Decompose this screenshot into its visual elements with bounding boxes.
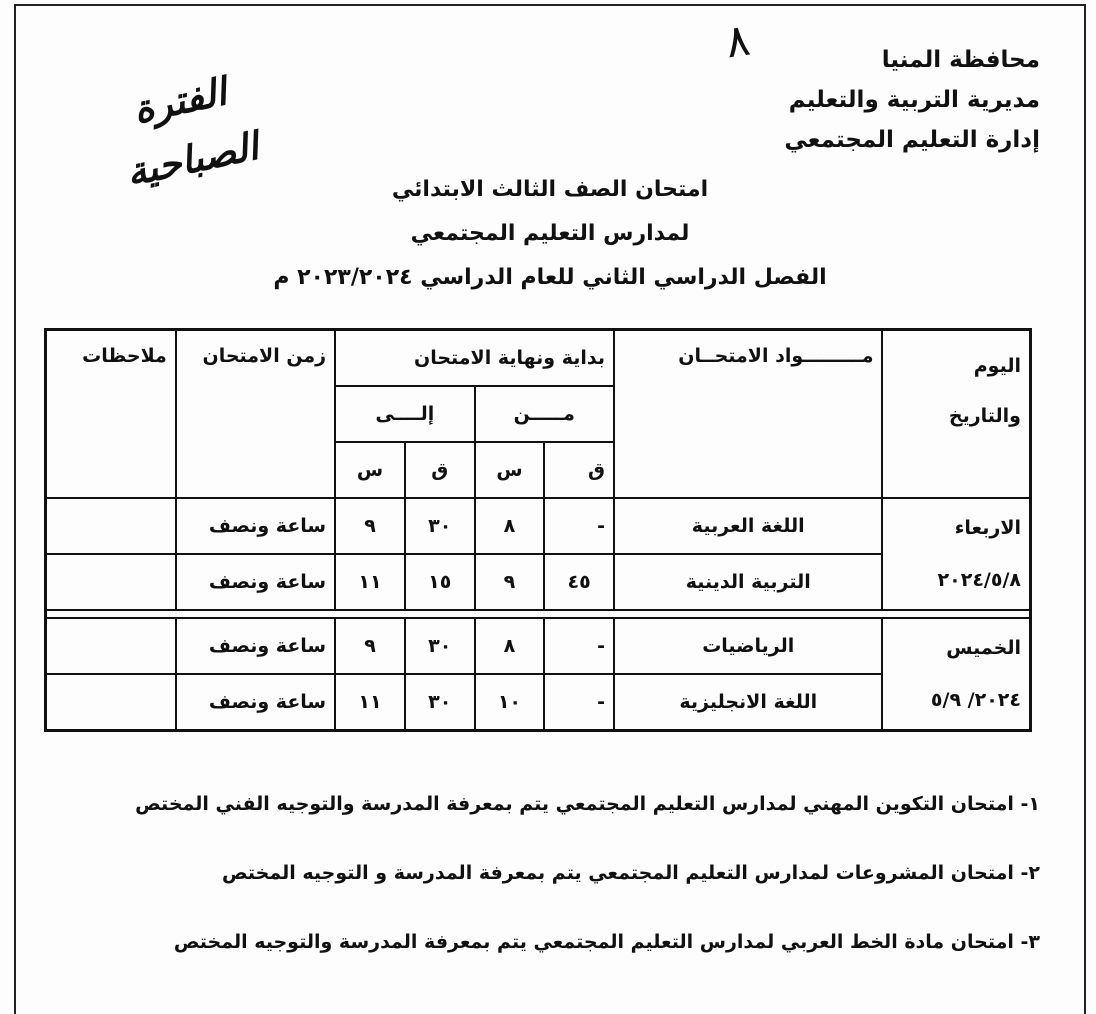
directorate-line: مديرية التربية والتعليم (788, 87, 1040, 113)
to-minute-cell: ٣٠ (405, 674, 475, 730)
notes-cell (46, 554, 176, 610)
footnote-3: ٣- امتحان مادة الخط العربي لمدارس التعليم المجتمعي يتم بمعرفة المدرسة والتوجيه المختص (173, 931, 1040, 953)
stamp-line-2: الصباحية (122, 122, 263, 195)
notes-cell (46, 498, 176, 554)
header-to: إلــــى (335, 386, 474, 442)
subject-cell: اللغة الانجليزية (614, 674, 882, 730)
header-day-date: اليوم والتاريخ (882, 330, 1030, 498)
exam-subtitle: لمدارس التعليم المجتمعي (410, 221, 690, 246)
duration-cell: ساعة ونصف (176, 618, 335, 674)
day-date-cell: الاربعاء ٢٠٢٤/٥/٨ (882, 498, 1030, 610)
to-minute-cell: ٣٠ (405, 498, 475, 554)
from-minute-cell: - (544, 618, 614, 674)
header-from-hour: س (475, 442, 545, 498)
from-minute-cell: ٤٥ (544, 554, 614, 610)
footnotes (40, 784, 1040, 991)
to-hour-cell: ٩ (335, 498, 405, 554)
exam-schedule-table (44, 328, 1032, 732)
header-duration: زمن الامتحان (176, 330, 335, 498)
exam-title: امتحان الصف الثالث الابتدائي (391, 177, 709, 202)
from-minute-cell: - (544, 498, 614, 554)
stamp-line-1: الفترة (129, 68, 231, 132)
subject-cell: اللغة العربية (614, 498, 882, 554)
to-hour-cell: ١١ (335, 554, 405, 610)
from-hour-cell: ٨ (475, 498, 545, 554)
header-notes: ملاحظات (46, 330, 176, 498)
administration-line: إدارة التعليم المجتمعي (784, 127, 1040, 153)
notes-cell (46, 618, 176, 674)
header-subjects: مـــــــــواد الامتحــان (614, 330, 882, 498)
to-minute-cell: ٣٠ (405, 618, 475, 674)
title-block (200, 168, 900, 300)
from-hour-cell: ٨ (475, 618, 545, 674)
from-minute-cell: - (544, 674, 614, 730)
table-row (46, 498, 1030, 554)
from-hour-cell: ١٠ (475, 674, 545, 730)
from-hour-cell: ٩ (475, 554, 545, 610)
to-hour-cell: ٩ (335, 618, 405, 674)
header-block (784, 40, 1040, 160)
footnote-1: ١- امتحان التكوين المهني لمدارس التعليم المجتمعي يتم بمعرفة المدرسة والتوجيه الفني المختص (135, 793, 1040, 815)
notes-cell (46, 674, 176, 730)
exam-term: الفصل الدراسي الثاني للعام الدراسي ٢٠٢٣/٢٠٢٤ م (273, 265, 827, 290)
header-from: مـــــن (475, 386, 614, 442)
subject-cell: الرياضيات (614, 618, 882, 674)
governorate-line: محافظة المنيا (881, 47, 1040, 73)
footnote-2: ٢- امتحان المشروعات لمدارس التعليم المجتمعي يتم بمعرفة المدرسة و التوجيه المختص (222, 862, 1040, 884)
duration-cell: ساعة ونصف (176, 554, 335, 610)
header-start-end: بداية ونهاية الامتحان (335, 330, 614, 386)
page-number-mark: ٨ (722, 14, 754, 69)
subject-cell: التربية الدينية (614, 554, 882, 610)
table-row (46, 674, 1030, 730)
duration-cell: ساعة ونصف (176, 674, 335, 730)
header-from-minute: ق (544, 442, 614, 498)
duration-cell: ساعة ونصف (176, 498, 335, 554)
table-row (46, 618, 1030, 674)
header-to-minute: ق (405, 442, 475, 498)
table-row (46, 554, 1030, 610)
to-minute-cell: ١٥ (405, 554, 475, 610)
day-date-cell: الخميس ٢٠٢٤/ ٥/٩ (882, 618, 1030, 730)
group-separator (46, 610, 1030, 618)
header-to-hour: س (335, 442, 405, 498)
to-hour-cell: ١١ (335, 674, 405, 730)
